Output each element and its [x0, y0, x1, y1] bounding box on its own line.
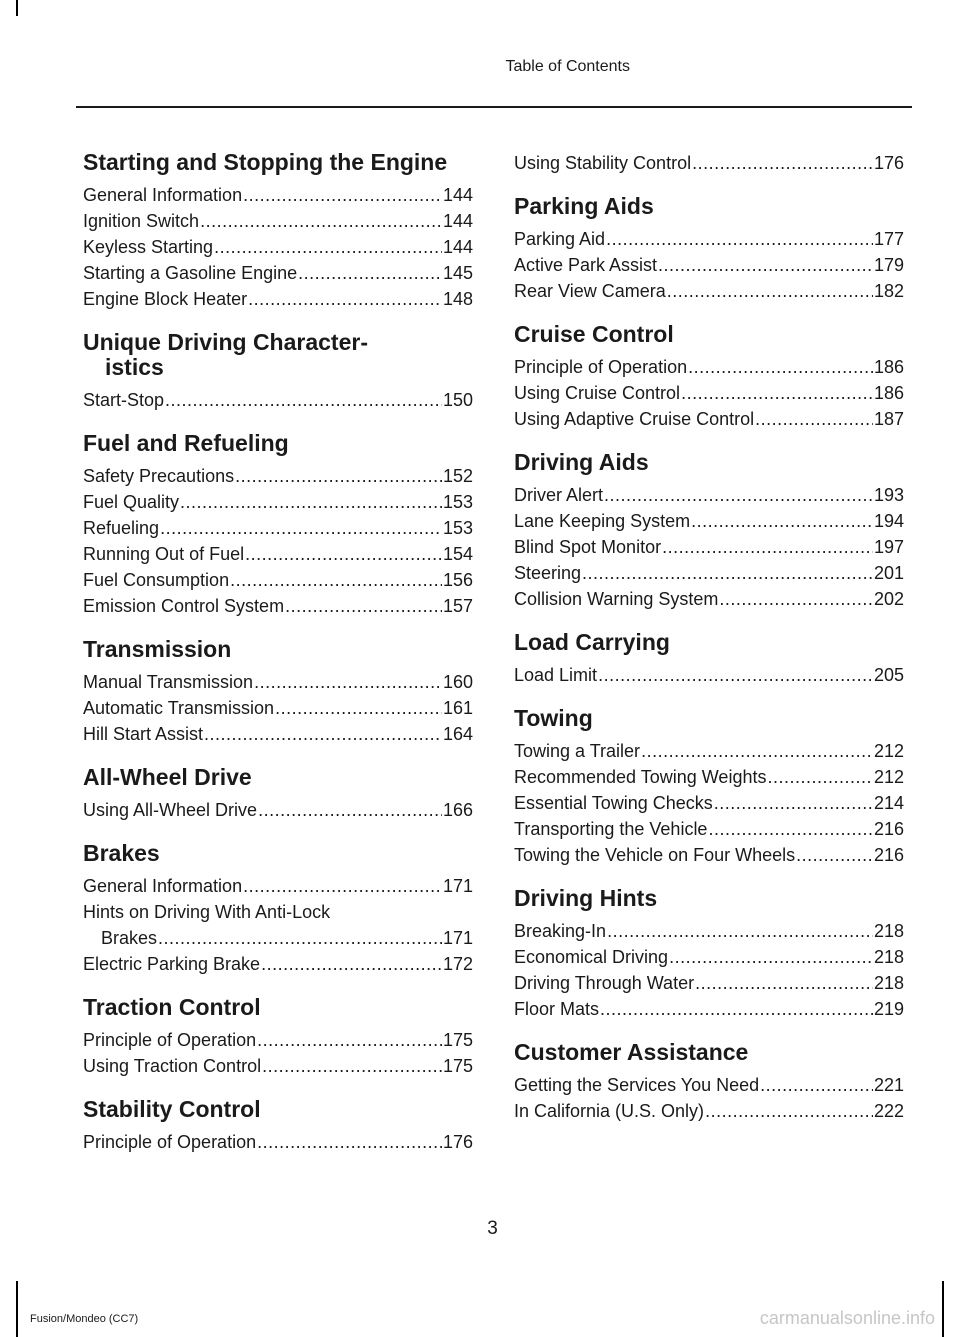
dot-leader	[695, 970, 873, 996]
dot-leader	[669, 944, 873, 970]
toc-entry[interactable]	[83, 463, 473, 489]
toc-page-number: 153	[442, 518, 473, 538]
section-title: Transmission	[83, 636, 232, 662]
toc-entry-title: Start-Stop	[83, 390, 165, 410]
toc-section	[514, 322, 904, 432]
toc-entry[interactable]	[514, 738, 904, 764]
section-title: Driving Hints	[514, 885, 658, 911]
dot-leader	[760, 1072, 873, 1098]
section-title: Parking Aids	[514, 193, 654, 219]
toc-section	[514, 450, 904, 612]
dot-leader	[667, 278, 873, 304]
toc-entry-title: Driver Alert	[514, 485, 604, 505]
toc-entry-title: Running Out of Fuel	[83, 544, 245, 564]
toc-entry-title: Towing a Trailer	[514, 741, 641, 761]
toc-entry[interactable]	[514, 918, 904, 944]
toc-entry[interactable]	[83, 234, 473, 260]
toc-section	[83, 765, 473, 823]
toc-page-number: 218	[873, 947, 904, 967]
toc-entry[interactable]	[514, 816, 904, 842]
toc-entry-title: Recommended Towing Weights	[514, 767, 767, 787]
toc-page-number: 218	[873, 921, 904, 941]
toc-entry[interactable]	[83, 1027, 473, 1053]
toc-entry-title: Essential Towing Checks	[514, 793, 713, 813]
dot-leader	[165, 387, 442, 413]
toc-page-number: 202	[873, 589, 904, 609]
dot-leader	[275, 695, 442, 721]
toc-page-number: 144	[442, 211, 473, 231]
toc-page-number: 214	[873, 793, 904, 813]
dot-leader	[243, 182, 442, 208]
toc-entry-title: Active Park Assist	[514, 255, 658, 275]
toc-entry[interactable]	[514, 970, 904, 996]
toc-entry-title: Collision Warning System	[514, 589, 719, 609]
toc-entry[interactable]	[514, 508, 904, 534]
toc-entry[interactable]	[83, 489, 473, 515]
dot-leader	[257, 1129, 442, 1155]
toc-page-number: 222	[873, 1101, 904, 1121]
toc-entry-continuation	[83, 925, 473, 951]
toc-page-number: 153	[442, 492, 473, 512]
dot-leader	[235, 463, 442, 489]
toc-entry-title: Automatic Transmission	[83, 698, 275, 718]
toc-entry-title: Engine Block Heater	[83, 289, 248, 309]
toc-page-number: 144	[442, 185, 473, 205]
toc-entry[interactable]	[83, 873, 473, 899]
toc-entry-title: Driving Through Water	[514, 973, 695, 993]
toc-section	[83, 995, 473, 1079]
toc-entry-title: Steering	[514, 563, 582, 583]
toc-entry[interactable]	[83, 721, 473, 747]
toc-section	[514, 886, 904, 1022]
toc-entry[interactable]	[83, 286, 473, 312]
toc-entry-title: Using Stability Control	[514, 153, 692, 173]
page-header	[76, 58, 912, 108]
toc-entry[interactable]	[83, 541, 473, 567]
section-title: Starting and Stopping the Engine	[83, 149, 448, 175]
dot-leader	[180, 489, 442, 515]
toc-entry[interactable]	[514, 1098, 904, 1124]
toc-entry[interactable]	[83, 208, 473, 234]
toc-page-number: 176	[873, 153, 904, 173]
toc-entry[interactable]	[83, 1053, 473, 1079]
dot-leader	[257, 1027, 442, 1053]
toc-entry[interactable]	[514, 764, 904, 790]
dot-leader	[160, 515, 442, 541]
toc-section	[514, 194, 904, 304]
toc-page-number: 176	[442, 1132, 473, 1152]
toc-page-number: 212	[873, 767, 904, 787]
section-title: Cruise Control	[514, 321, 674, 347]
toc-entry[interactable]	[514, 150, 904, 176]
toc-section	[514, 630, 904, 688]
toc-entry-title: Safety Precautions	[83, 466, 235, 486]
toc-entry-title: Transporting the Vehicle	[514, 819, 708, 839]
dot-leader	[708, 816, 873, 842]
dot-leader	[688, 354, 873, 380]
toc-entry[interactable]	[514, 586, 904, 612]
toc-entry-title: Keyless Starting	[83, 237, 214, 257]
toc-entry-title: Using Traction Control	[83, 1056, 262, 1076]
toc-page-number: 182	[873, 281, 904, 301]
toc-section	[83, 1097, 473, 1155]
dot-leader	[200, 208, 442, 234]
dot-leader	[214, 234, 442, 260]
toc-entry[interactable]	[83, 899, 473, 951]
section-title: Stability Control	[83, 1096, 261, 1122]
toc-entry[interactable]	[514, 354, 904, 380]
toc-entry[interactable]	[514, 406, 904, 432]
toc-entry[interactable]	[83, 695, 473, 721]
dot-leader	[262, 1053, 442, 1079]
toc-entry[interactable]	[83, 182, 473, 208]
footer-watermark: carmanualsonline.info	[759, 1308, 935, 1328]
dot-leader	[796, 842, 873, 868]
toc-entry[interactable]	[83, 260, 473, 286]
toc-entry[interactable]	[83, 797, 473, 823]
dot-leader	[254, 669, 442, 695]
toc-page-number: 144	[442, 237, 473, 257]
toc-entry-title: Manual Transmission	[83, 672, 254, 692]
toc-entry[interactable]	[514, 482, 904, 508]
toc-page-number: 186	[873, 383, 904, 403]
toc-entry[interactable]	[514, 842, 904, 868]
dot-leader	[245, 541, 442, 567]
section-title: Towing	[514, 705, 593, 731]
dot-leader	[261, 951, 442, 977]
toc-entry-title: Parking Aid	[514, 229, 606, 249]
dot-leader	[662, 534, 873, 560]
toc-entry-title: Principle of Operation	[514, 357, 688, 377]
toc-section	[83, 330, 473, 413]
toc-page-number: 179	[873, 255, 904, 275]
toc-entry-title: Principle of Operation	[83, 1030, 257, 1050]
toc-entry-title: Electric Parking Brake	[83, 954, 261, 974]
toc-entry[interactable]	[83, 515, 473, 541]
dot-leader	[158, 925, 442, 951]
toc-page-number: 194	[873, 511, 904, 531]
toc-entry-title: Hill Start Assist	[83, 724, 204, 744]
dot-leader	[604, 482, 873, 508]
toc-page-number: 193	[873, 485, 904, 505]
toc-entry-title: Rear View Camera	[514, 281, 666, 301]
toc-page-number: 171	[442, 928, 473, 948]
crop-mark-bottom-right	[942, 1281, 960, 1337]
dot-leader	[641, 738, 873, 764]
dot-leader	[298, 260, 442, 286]
toc-entry-title: Lane Keeping System	[514, 511, 691, 531]
toc-entry-title: Towing the Vehicle on Four Wheels	[514, 845, 796, 865]
dot-leader	[705, 1098, 873, 1124]
toc-page-number: 145	[442, 263, 473, 283]
toc-section	[514, 706, 904, 868]
toc-entry-title: General Information	[83, 185, 243, 205]
dot-leader	[598, 662, 873, 688]
section-title-line: Unique Driving Character-	[83, 329, 368, 355]
dot-leader	[258, 797, 442, 823]
toc-page-number: 218	[873, 973, 904, 993]
toc-entry[interactable]	[514, 380, 904, 406]
dot-leader	[658, 252, 873, 278]
section-title: Load Carrying	[514, 629, 670, 655]
toc-entry[interactable]	[83, 669, 473, 695]
toc-entry[interactable]	[514, 252, 904, 278]
toc-entry-title: Getting the Services You Need	[514, 1075, 760, 1095]
toc-entry[interactable]	[514, 996, 904, 1022]
toc-section	[83, 841, 473, 977]
toc-entry-title: Economical Driving	[514, 947, 669, 967]
toc-page-number: 187	[873, 409, 904, 429]
toc-entry[interactable]	[514, 534, 904, 560]
toc-left-column	[83, 150, 473, 1173]
toc-entry-title: Hints on Driving With Anti-Lock	[83, 902, 331, 922]
section-title: Driving Aids	[514, 449, 649, 475]
dot-leader	[582, 560, 873, 586]
toc-page-number: 212	[873, 741, 904, 761]
toc-entry-title: Using All-Wheel Drive	[83, 800, 258, 820]
toc-page-number: 150	[442, 390, 473, 410]
toc-section	[83, 431, 473, 619]
toc-entry[interactable]	[83, 387, 473, 413]
toc-section	[514, 1040, 904, 1124]
footer-model-label: Fusion/Mondeo (CC7)	[30, 1313, 139, 1325]
page-title: Table of Contents	[505, 58, 630, 75]
dot-leader	[285, 593, 442, 619]
toc-entry-title: Emission Control System	[83, 596, 285, 616]
section-title: All-Wheel Drive	[83, 764, 252, 790]
toc-entry-title: General Information	[83, 876, 243, 896]
toc-page-number: 171	[442, 876, 473, 896]
toc-entry[interactable]	[514, 662, 904, 688]
section-title: Traction Control	[83, 994, 261, 1020]
toc-page-number: 186	[873, 357, 904, 377]
section-title	[83, 330, 473, 380]
toc-entry-title: Refueling	[83, 518, 160, 538]
toc-entry[interactable]	[514, 560, 904, 586]
toc-section	[83, 637, 473, 747]
toc-page-number: 154	[442, 544, 473, 564]
toc-entry[interactable]	[83, 951, 473, 977]
toc-entry-title: Brakes	[101, 928, 158, 948]
toc-right-column	[514, 150, 904, 1142]
toc-page-number: 197	[873, 537, 904, 557]
toc-section	[514, 150, 904, 176]
toc-entry-title: Starting a Gasoline Engine	[83, 263, 298, 283]
toc-section	[83, 150, 473, 312]
toc-page-number: 157	[442, 596, 473, 616]
dot-leader	[248, 286, 442, 312]
dot-leader	[714, 790, 873, 816]
dot-leader	[719, 586, 873, 612]
toc-page-number: 166	[442, 800, 473, 820]
toc-page-number: 177	[873, 229, 904, 249]
toc-entry[interactable]	[83, 1129, 473, 1155]
dot-leader	[204, 721, 442, 747]
section-title: Customer Assistance	[514, 1039, 749, 1065]
dot-leader	[691, 508, 873, 534]
toc-page-number: 216	[873, 819, 904, 839]
dot-leader	[600, 996, 873, 1022]
dot-leader	[681, 380, 873, 406]
toc-entry[interactable]	[514, 944, 904, 970]
toc-entry-title: Fuel Consumption	[83, 570, 230, 590]
dot-leader	[692, 150, 873, 176]
crop-mark-bottom-left	[0, 1281, 18, 1337]
toc-entry-title: Using Cruise Control	[514, 383, 681, 403]
toc-page-number: 161	[442, 698, 473, 718]
toc-entry[interactable]	[514, 278, 904, 304]
toc-entry-title: Ignition Switch	[83, 211, 200, 231]
toc-entry-title: Blind Spot Monitor	[514, 537, 662, 557]
toc-entry[interactable]	[514, 790, 904, 816]
toc-page-number: 156	[442, 570, 473, 590]
toc-entry[interactable]	[514, 226, 904, 252]
toc-page-number: 152	[442, 466, 473, 486]
dot-leader	[606, 226, 873, 252]
toc-page-number: 221	[873, 1075, 904, 1095]
toc-entry-title: Principle of Operation	[83, 1132, 257, 1152]
toc-entry[interactable]	[83, 593, 473, 619]
toc-page-number: 160	[442, 672, 473, 692]
dot-leader	[243, 873, 442, 899]
dot-leader	[767, 764, 872, 790]
toc-entry-title: Breaking-In	[514, 921, 607, 941]
toc-entry-title: Fuel Quality	[83, 492, 180, 512]
section-title: Brakes	[83, 840, 160, 866]
toc-page-number: 175	[442, 1056, 473, 1076]
toc-page-number: 216	[873, 845, 904, 865]
toc-entry[interactable]	[83, 567, 473, 593]
toc-page-number: 172	[442, 954, 473, 974]
dot-leader	[607, 918, 873, 944]
toc-page-number: 201	[873, 563, 904, 583]
toc-entry-title: Floor Mats	[514, 999, 600, 1019]
toc-page-number: 219	[873, 999, 904, 1019]
toc-entry-title: Load Limit	[514, 665, 598, 685]
toc-entry[interactable]	[514, 1072, 904, 1098]
section-title-line: istics	[105, 354, 164, 380]
toc-page-number: 164	[442, 724, 473, 744]
dot-leader	[230, 567, 442, 593]
dot-leader	[755, 406, 873, 432]
page-number: 3	[487, 1218, 498, 1239]
toc-entry-title: In California (U.S. Only)	[514, 1101, 705, 1121]
toc-page-number: 205	[873, 665, 904, 685]
crop-mark-top-left	[0, 0, 18, 16]
toc-page-number: 175	[442, 1030, 473, 1050]
toc-page-number: 148	[442, 289, 473, 309]
toc-entry-title: Using Adaptive Cruise Control	[514, 409, 755, 429]
section-title: Fuel and Refueling	[83, 430, 289, 456]
